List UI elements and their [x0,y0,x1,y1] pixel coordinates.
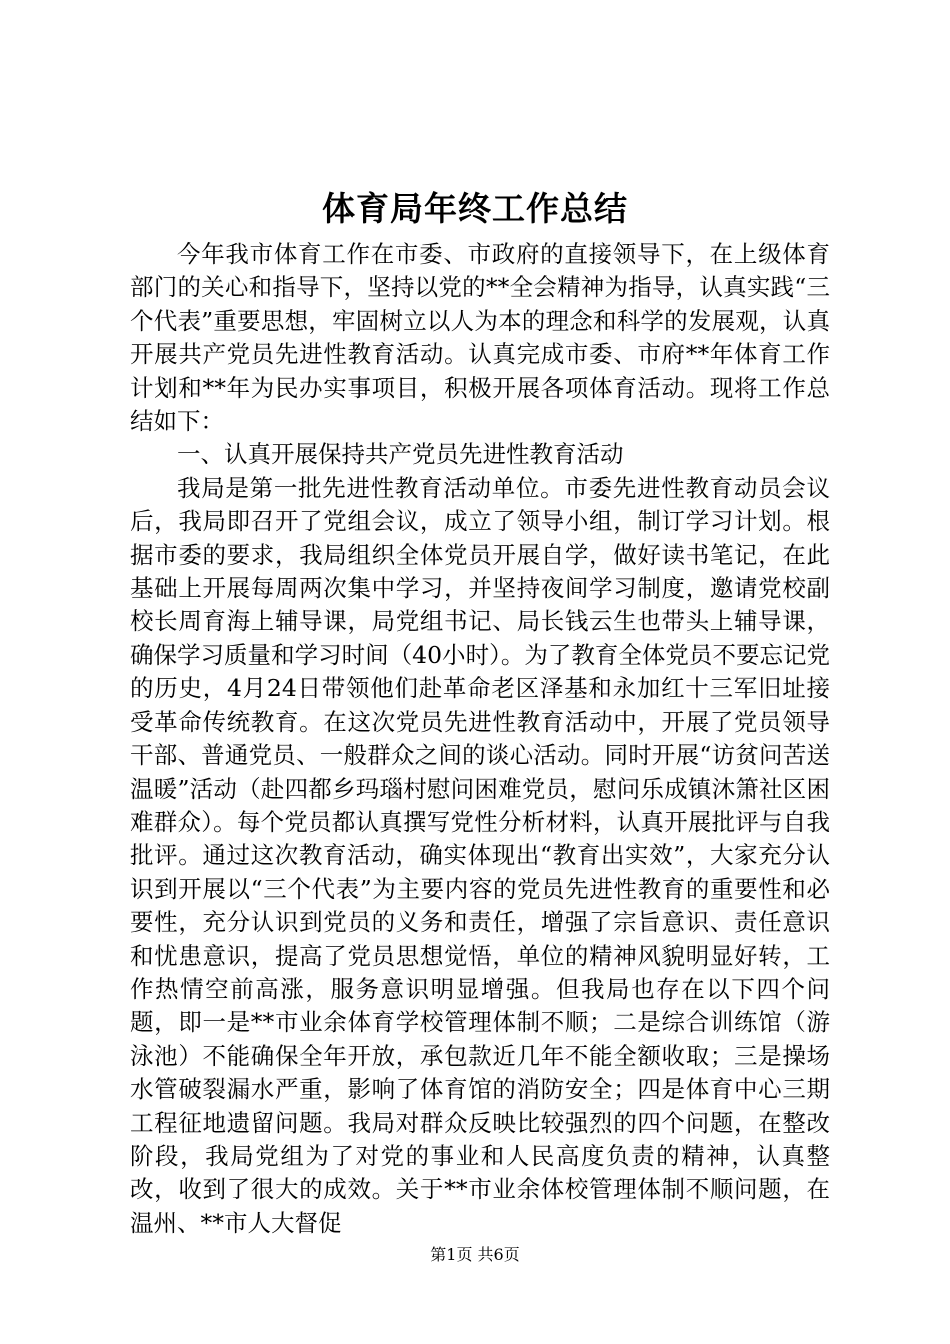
section-heading: 一、认真开展保持共产党员先进性教育活动 [177,440,624,469]
body-paragraph: 我局是第一批先进性教育活动单位。市委先进性教育动员会议后，我局即召开了党组会议，成立了领导小组，制订学习计划。根据市委的要求，我局组织全体党员开展自学，做好读书笔记，在此基础上开展每周两次集中学习，并坚持夜间学习制度，邀请党校副校长周育海上辅导课，局党组书记、局长钱云生也带头上辅导课，确保学习质量和学习时间（40小时）。为了教育全体党员不要忘记党的历史，4月24日带领他们赴革命老区泽基和永加红十三军旧址接受革命传统教育。在这次党员先进性教育活动中，开展了党员领导干部、普通党员、一般群众之间的谈心活动。同时开展“访贫问苦送温暖”活动（赴四都乡玛瑙村慰问困难党员，慰问乐成镇沐箫社区困难群众）。每个党员都认真撰写党性分析材料，认真开展批评与自我批评。通过这次教育活动，确实体现出“教育出实效”，大家充分认识到开展以“三个代表”为主要内容的党员先进性教育的重要性和必要性，充分认识到党员的义务和责任，增强了宗旨意识、责任意识和忧患意识，提高了党员思想觉悟，单位的精神风貌明显好转，工作热情空前高涨，服务意识明显增强。但我局也存在以下四个问题，即一是**市业余体育学校管理体制不顺；二是综合训练馆（游泳池）不能确保全年开放，承包款近几年不能全额收取；三是操场水管破裂漏水严重，影响了体育馆的消防安全；四是体育中心三期工程征地遗留问题。我局对群众反映比较强烈的四个问题，在整改阶段，我局党组为了对党的事业和人民高度负责的精神，认真整改，收到了很大的成效。关于**市业余体校管理体制不顺问题，在温州、**市人大督促 [130,473,830,1237]
page-number-footer: 第1页 共6页 [430,1245,520,1264]
document-title: 体育局年终工作总结 [322,189,628,228]
document-body [130,238,830,1240]
intro-paragraph: 今年我市体育工作在市委、市政府的直接领导下，在上级体育部门的关心和指导下，坚持以党的**全会精神为指导，认真实践“三个代表”重要思想，牢固树立以人为本的理念和科学的发展观，认真开展共产党员先进性教育活动。认真完成市委、市府**年体育工作计划和**年为民办实事项目，积极开展各项体育活动。现将工作总结如下： [130,240,830,436]
